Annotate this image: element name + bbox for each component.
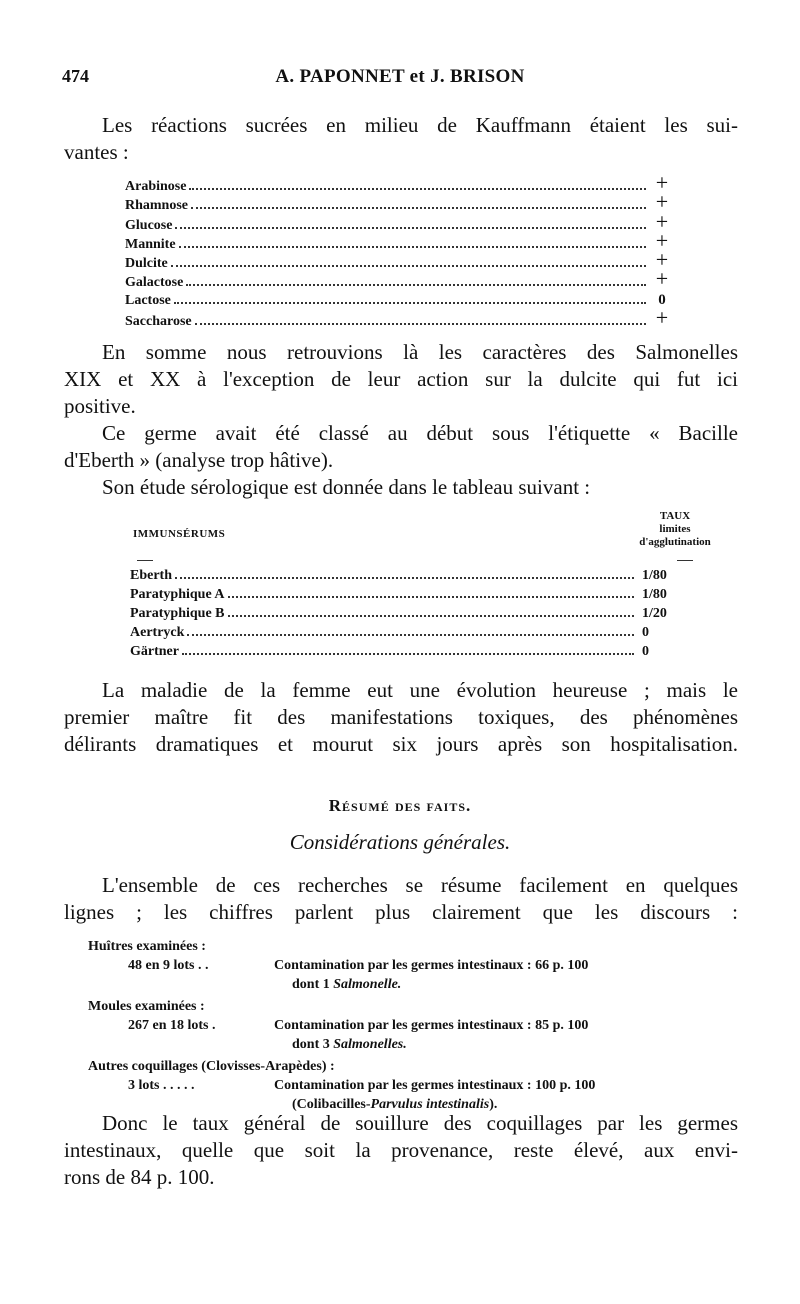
dot-leader — [195, 323, 646, 325]
summary-result: Contamination par les germes intestinaux : 100 p. 100 — [274, 1078, 596, 1093]
sugar-name: Rhamnose — [125, 198, 189, 214]
dot-leader — [179, 246, 646, 248]
summary-result: Contamination par les germes intestinaux : 85 p. 100 — [274, 1018, 589, 1033]
summary-count: 267 en 18 lots . — [128, 1018, 216, 1033]
agglutination-value: 0 — [642, 644, 649, 659]
text-line: vantes : — [64, 140, 129, 164]
spacer — [88, 975, 274, 994]
dot-leader — [187, 634, 634, 636]
table-row — [130, 568, 690, 587]
dot-leader — [182, 653, 634, 655]
table-row — [130, 625, 690, 644]
sugar-result: + — [655, 170, 669, 195]
column-header-taux — [625, 510, 725, 549]
text-line: Son étude sérologique est donnée dans le tableau suivant : — [102, 475, 591, 499]
immunserum-name: Eberth — [130, 568, 172, 583]
text-line: En somme nous retrouvions là les caractères des Salmonelles — [102, 340, 738, 364]
immunserum-name: Gärtner — [130, 644, 179, 659]
paragraph-la-maladie — [64, 677, 738, 758]
sugar-result: + — [655, 266, 669, 292]
dot-leader — [228, 596, 634, 598]
summary-group-label: Moules examinées : — [88, 999, 205, 1014]
dot-leader — [186, 284, 646, 286]
summary-count: 48 en 9 lots . . — [128, 958, 209, 973]
dot-leader — [175, 227, 646, 229]
agglutination-value: 1/20 — [642, 606, 667, 621]
immunserum-name: Paratyphique B — [130, 606, 225, 621]
text-line: rons de 84 p. 100. — [64, 1165, 215, 1189]
detail-text: ). — [489, 1097, 498, 1112]
sugar-reactions-list — [125, 170, 678, 331]
text-line: Donc le taux général de souillure des coquillages par les germes — [102, 1111, 738, 1135]
summary-result: Contamination par les germes intestinaux : 66 p. 100 — [274, 958, 589, 973]
dot-leader — [191, 207, 646, 209]
sugar-result: + — [655, 247, 669, 273]
section-title: Résumé des faits. — [328, 796, 472, 815]
detail-text: dont 3 — [292, 1037, 334, 1052]
summary-group-label: Autres coquillages (Clovisses-Arapèdes) : — [88, 1059, 335, 1074]
agglutination-value: 1/80 — [642, 587, 667, 602]
sugar-name: Galactose — [125, 275, 184, 291]
paragraph-en-somme — [64, 339, 738, 420]
text-line: premier maître fit des manifestations toxiques, des phénomènes — [64, 705, 738, 729]
summary-count: 3 lots . . . . . — [128, 1078, 195, 1093]
text-line: délirants dramatiques et mourut six jours après son hospitalisation. — [64, 732, 738, 756]
paragraph-son-etude — [64, 474, 738, 501]
agglutination-value: 0 — [642, 625, 649, 640]
immunserum-name: Aertryck — [130, 625, 185, 640]
header-line: TAUX — [659, 510, 691, 522]
spacer — [88, 1035, 274, 1054]
sugar-result: + — [655, 189, 669, 215]
header-rule — [137, 560, 153, 561]
list-item — [125, 189, 678, 215]
summary-block — [88, 934, 728, 1114]
table-row — [130, 587, 690, 606]
text-line: d'Eberth » (analyse trop hâtive). — [64, 448, 334, 472]
list-item — [125, 208, 678, 234]
table-row — [130, 644, 690, 663]
detail-text: (Colibacilles- — [292, 1097, 371, 1112]
list-item — [125, 305, 678, 331]
summary-detail-row — [88, 1035, 728, 1054]
sugar-name: Dulcite — [125, 256, 168, 272]
dot-leader — [175, 577, 634, 579]
text-line: Ce germe avait été classé au début sous l'étiquette « Bacille — [102, 421, 738, 445]
header-line: d'agglutination — [639, 536, 711, 548]
text-line: positive. — [64, 394, 136, 418]
text-line: La maladie de la femme eut une évolution heureuse ; mais le — [102, 678, 738, 702]
sugar-name: Arabinose — [125, 179, 187, 194]
sugar-result: + — [655, 305, 669, 331]
subsection-title: Considérations générales. — [289, 830, 511, 854]
agglutination-value: 1/80 — [642, 568, 667, 583]
detail-text: dont 1 — [292, 977, 334, 992]
dot-leader — [228, 615, 634, 617]
immunserum-name: Paratyphique A — [130, 587, 225, 602]
header-rule — [677, 560, 693, 561]
dot-leader — [174, 302, 646, 304]
list-item — [125, 227, 678, 253]
list-item — [125, 170, 678, 195]
sugar-result: + — [655, 227, 669, 253]
page-number: 474 — [62, 66, 89, 86]
text-line: lignes ; les chiffres parlent plus clairement que les discours : — [64, 900, 738, 924]
text-line: XIX et XX à l'exception de leur action sur la dulcite qui fut ici — [64, 367, 738, 391]
sugar-result: + — [655, 208, 669, 234]
dot-leader — [171, 265, 646, 267]
header-line: limites — [659, 523, 691, 535]
summary-group-label: Huîtres examinées : — [88, 939, 206, 954]
paragraph-ensemble — [64, 872, 738, 926]
summary-row — [88, 1016, 728, 1035]
sugar-name: Mannite — [125, 236, 176, 252]
detail-italic: Parvulus intestinalis — [370, 1097, 490, 1112]
list-item — [125, 247, 678, 273]
summary-row — [88, 956, 728, 975]
sugar-name: Saccharose — [125, 314, 192, 330]
text-line: intestinaux, quelle que soit la provenance, reste élevé, aux envi- — [64, 1138, 738, 1162]
summary-detail — [274, 1035, 728, 1054]
sugar-name: Lactose — [125, 292, 171, 308]
page-header — [62, 66, 738, 90]
summary-detail — [274, 975, 728, 994]
sugar-result: 0 — [658, 291, 666, 308]
list-item — [125, 292, 678, 311]
paragraph-donc — [64, 1110, 738, 1191]
intro-paragraph — [64, 112, 738, 166]
text-line: L'ensemble de ces recherches se résume facilement en quelques — [102, 873, 738, 897]
list-item — [125, 266, 678, 292]
column-header-immunserums: IMMUNSÉRUMS — [133, 528, 226, 540]
sugar-name: Glucose — [125, 217, 173, 233]
running-title: A. PAPONNET et J. BRISON — [275, 66, 525, 87]
paragraph-ce-germe — [64, 420, 738, 474]
summary-detail-row — [88, 975, 728, 994]
dot-leader — [189, 188, 646, 190]
table-row — [130, 606, 690, 625]
detail-italic: Salmonelles. — [333, 1037, 407, 1052]
detail-italic: Salmonelle. — [333, 977, 402, 992]
serology-table — [130, 568, 690, 663]
summary-row — [88, 1076, 728, 1095]
text-line: Les réactions sucrées en milieu de Kauffmann étaient les sui- — [102, 113, 738, 137]
